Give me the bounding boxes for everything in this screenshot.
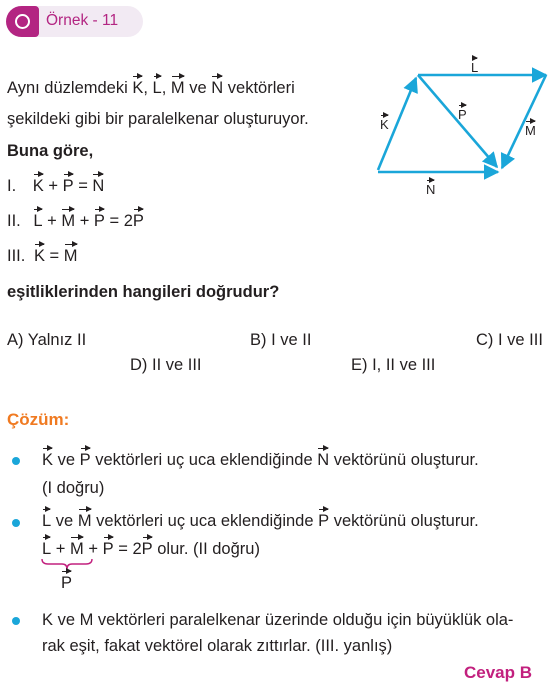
solution-note-1: (I doğru): [42, 479, 105, 497]
statement-3: III. K = M: [7, 247, 78, 265]
option-d[interactable]: D) II ve III: [130, 356, 202, 374]
option-e[interactable]: E) I, II ve III: [351, 356, 436, 374]
vec-n: N: [211, 79, 224, 97]
option-a[interactable]: A) Yalnız II: [7, 331, 87, 349]
ring-icon: [15, 14, 30, 29]
solution-title: Çözüm:: [7, 410, 70, 429]
bullet-icon: [12, 519, 20, 527]
option-c[interactable]: C) I ve III: [476, 331, 543, 349]
fig-label-l: L: [471, 60, 479, 75]
question-line-1: Aynı düzlemdeki K, L, M ve N vektörleri: [7, 79, 295, 97]
statement-2: II. L + M + P = 2P: [7, 212, 144, 230]
fig-label-m: M: [525, 123, 536, 138]
question-ask: eşitliklerinden hangileri doğrudur?: [7, 283, 280, 301]
answer-label: Cevap B: [464, 663, 533, 682]
question-line-2: şekildeki gibi bir paralelkenar oluşturuyor.: [7, 110, 309, 128]
solution-bullet-2: L ve M vektörleri uç uca eklendiğinde P vektörünü oluşturur.: [42, 512, 479, 530]
vector-m-arrow: [502, 75, 546, 168]
option-b[interactable]: B) I ve II: [250, 331, 312, 349]
solution-bullet-1: K ve P vektörleri uç uca eklendiğinde N vektörünü oluşturur.: [42, 451, 479, 469]
question-bold-line: Buna göre,: [7, 142, 94, 160]
fig-label-n: N: [426, 182, 436, 197]
fig-label-k: K: [380, 117, 389, 132]
vec-l: L: [152, 79, 162, 97]
vec-k: K: [132, 79, 144, 97]
solution-bullet-3-line-2: rak eşit, fakat vektörel olarak zıttırlar. (III. yanlış): [42, 637, 393, 655]
statement-1: I. K + P = N: [7, 177, 105, 195]
bullet-icon: [12, 457, 20, 465]
solution-equation: L + M + P = 2P olur. (II doğru): [42, 540, 260, 558]
example-label: Örnek - 11: [46, 12, 119, 29]
bullet-icon: [12, 617, 20, 625]
fig-label-p: P: [458, 107, 467, 122]
vec-m: M: [170, 79, 185, 97]
solution-bullet-3-line-1: K ve M vektörleri paralelkenar üzerinde olduğu için büyüklük ola-: [42, 611, 514, 629]
brace-label: P: [61, 574, 73, 592]
